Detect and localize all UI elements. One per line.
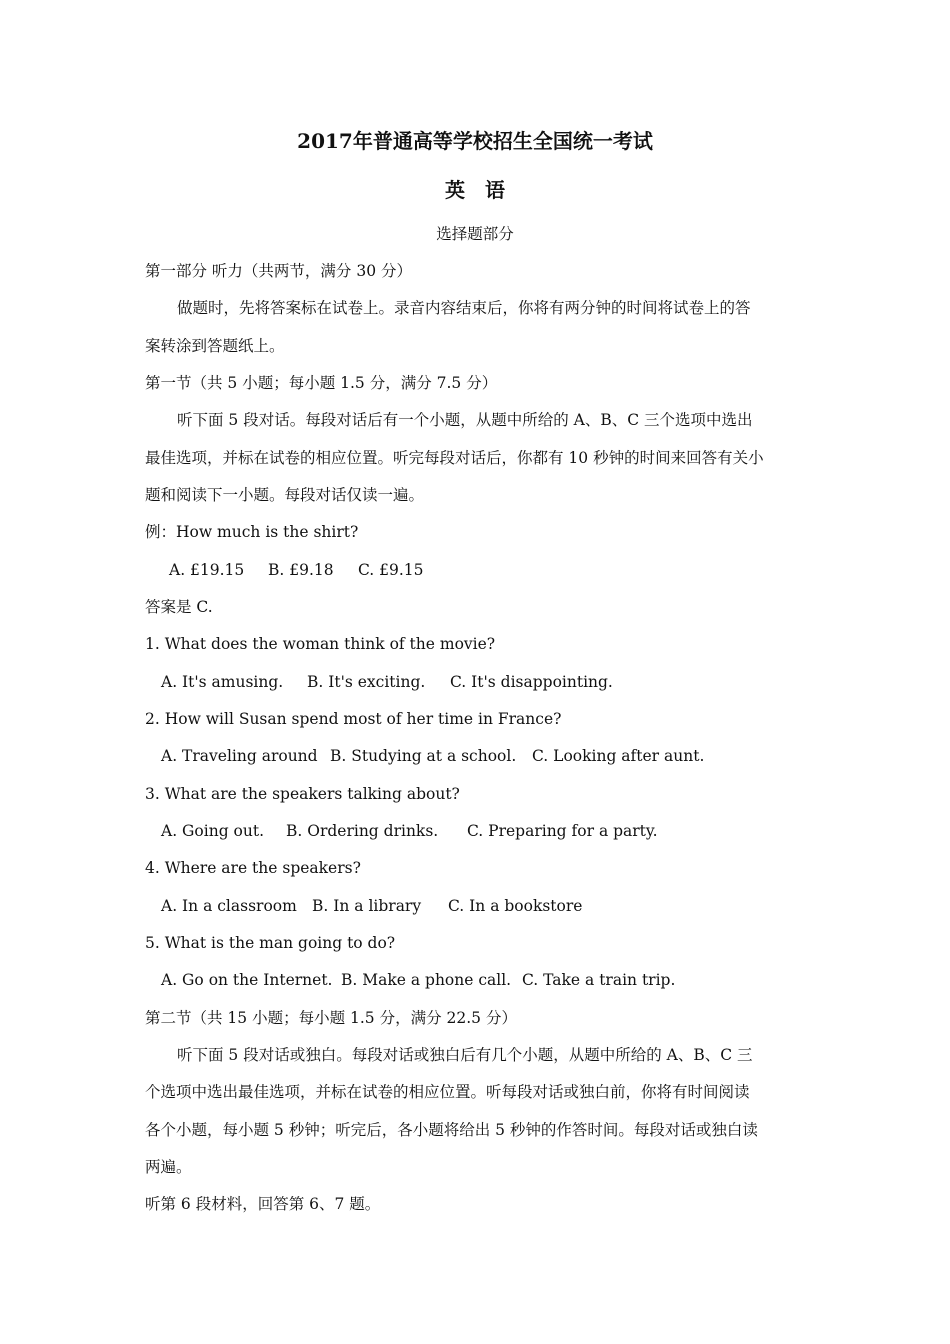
question-2: 2. How will Susan spend most of her time in France?: [145, 710, 562, 728]
q1-option-a: A. It's amusing.: [161, 673, 284, 691]
q3-option-b: B. Ordering drinks.: [286, 822, 439, 840]
q4-option-a: A. In a classroom: [161, 897, 297, 915]
section2-intro-line2: 个选项中选出最佳选项，并标在试卷的相应位置。听每段对话或独白前，你将有时间阅读: [145, 1083, 750, 1101]
question-2-options: [161, 746, 704, 766]
q3-option-a: A. Going out.: [161, 822, 265, 840]
section2-material: 听第 6 段材料，回答第 6、7 题。: [145, 1195, 381, 1213]
question-4-options: [161, 896, 582, 916]
q3-option-c: C. Preparing for a party.: [467, 822, 658, 840]
example-option-b: B. £9.18: [268, 561, 334, 579]
example-answer: 答案是 C.: [145, 598, 213, 616]
part1-intro-line2: 案转涂到答题纸上。: [145, 337, 285, 355]
section1-intro-line3: 题和阅读下一小题。每段对话仅读一遍。: [145, 486, 425, 504]
section1-intro-line1: 听下面 5 段对话。每段对话后有一个小题，从题中所给的 A、B、C 三个选项中选出: [177, 411, 753, 429]
q4-option-c: C. In a bookstore: [448, 897, 583, 915]
section1-intro-line2: 最佳选项，并标在试卷的相应位置。听完每段对话后，你都有 10 秒钟的时间来回答有关小: [145, 449, 764, 467]
section-label: 选择题部分: [436, 225, 514, 243]
q5-option-b: B. Make a phone call.: [341, 971, 512, 989]
q1-option-b: B. It's exciting.: [307, 673, 426, 691]
question-4: 4. Where are the speakers?: [145, 859, 361, 877]
part1-heading: 第一部分 听力（共两节，满分 30 分）: [145, 262, 413, 280]
q1-option-c: C. It's disappointing.: [450, 673, 613, 691]
section2-intro-line4: 两遍。: [145, 1158, 192, 1176]
example-option-c: C. £9.15: [358, 561, 424, 579]
exam-title: 2017年普通高等学校招生全国统一考试: [297, 129, 653, 153]
example-options: [169, 560, 424, 580]
question-5-options: [161, 970, 675, 990]
example-option-a: A. £19.15: [169, 561, 245, 579]
question-1: 1. What does the woman think of the movie?: [145, 635, 496, 653]
subject-title: 英 语: [445, 178, 505, 202]
q5-option-a: A. Go on the Internet.: [161, 971, 333, 989]
q5-option-c: C. Take a train trip.: [522, 971, 676, 989]
q4-option-b: B. In a library: [312, 897, 422, 915]
question-5: 5. What is the man going to do?: [145, 934, 396, 952]
section2-intro-line1: 听下面 5 段对话或独白。每段对话或独白后有几个小题，从题中所给的 A、B、C 三: [177, 1046, 753, 1064]
question-3-options: [161, 821, 658, 841]
example-question: 例：How much is the shirt?: [145, 523, 359, 541]
section2-heading: 第二节（共 15 小题；每小题 1.5 分，满分 22.5 分）: [145, 1009, 517, 1027]
q2-option-a: A. Traveling around: [161, 747, 318, 765]
section1-heading: 第一节（共 5 小题；每小题 1.5 分，满分 7.5 分）: [145, 374, 498, 392]
q2-option-b: B. Studying at a school.: [330, 747, 517, 765]
q2-option-c: C. Looking after aunt.: [532, 747, 705, 765]
question-1-options: [161, 672, 613, 692]
part1-intro-line1: 做题时，先将答案标在试卷上。录音内容结束后，你将有两分钟的时间将试卷上的答: [177, 299, 751, 317]
section2-intro-line3: 各个小题，每小题 5 秒钟；听完后，各小题将给出 5 秒钟的作答时间。每段对话或独白读: [145, 1121, 758, 1139]
question-3: 3. What are the speakers talking about?: [145, 785, 460, 803]
